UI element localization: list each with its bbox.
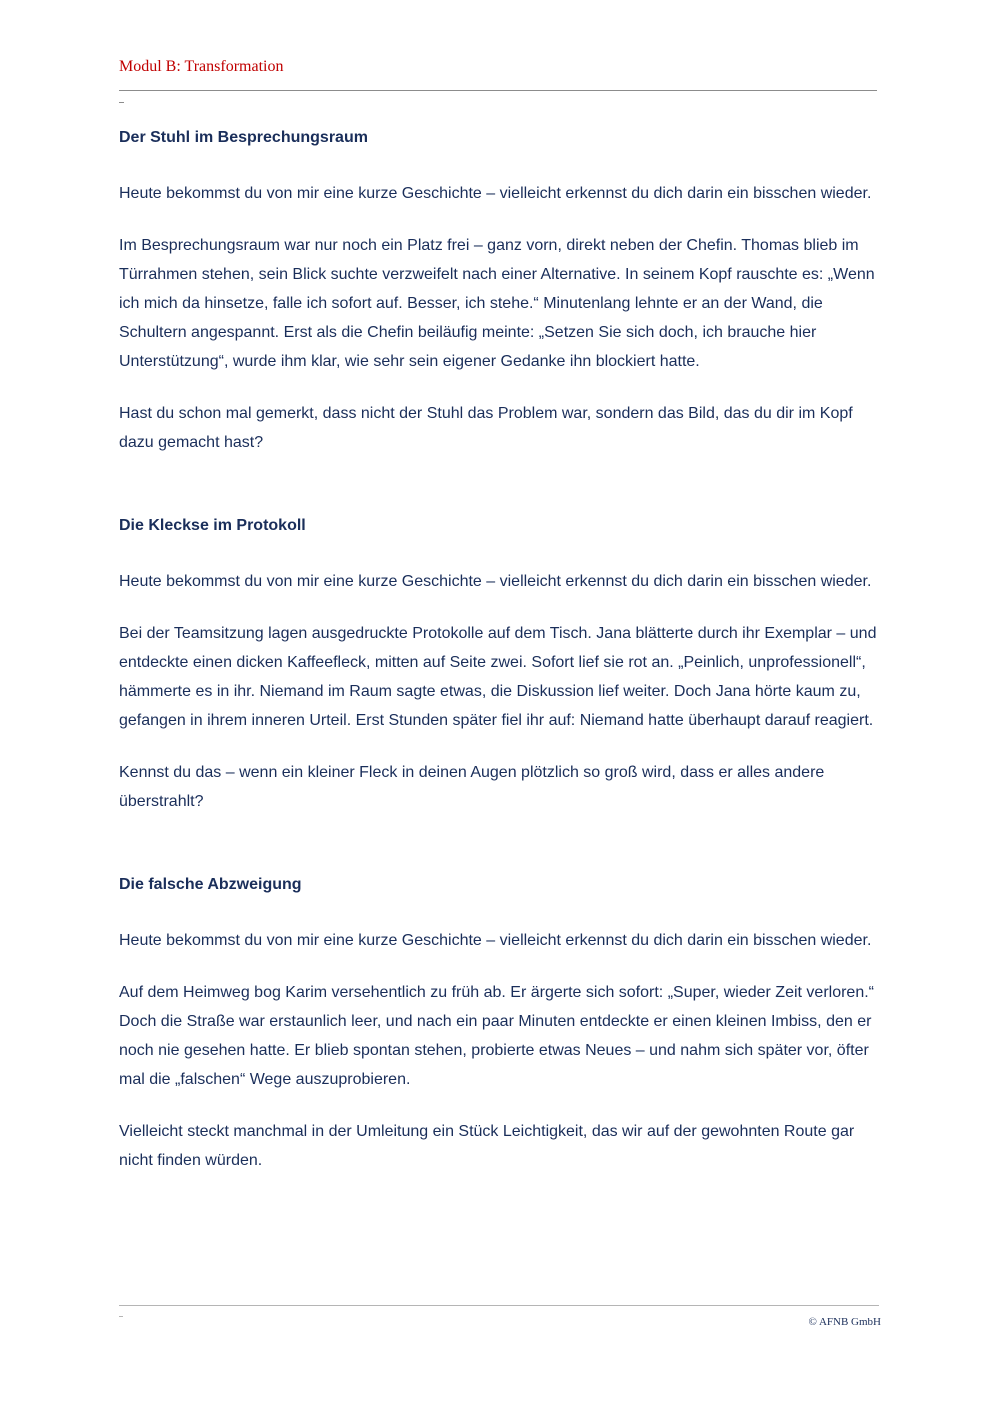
story-paragraph: Bei der Teamsitzung lagen ausgedruckte Protokolle auf dem Tisch. Jana blätterte durch ihr Exemplar – und entdeckte einen dicken Kaffeefleck, mitten auf Seite zwei. Sofort lief sie rot an. „Peinlich, unprofessionell“, hämmerte es in ihr. Niemand im Raum sagte etwas, die Diskussion lief weiter. Doch Jana hörte kaum zu, gefangen in ihrem inneren Urteil. Erst Stunden später fiel ihr auf: Niemand hatte überhaupt darauf reagiert.: [119, 625, 877, 729]
story-stuhl: [119, 127, 879, 457]
footer-copyright: © AFNB GmbH: [808, 1316, 881, 1328]
story-kleckse: [119, 515, 879, 816]
story-heading: Die Kleckse im Protokoll: [119, 517, 306, 534]
story-paragraph: Heute bekommst du von mir eine kurze Geschichte – vielleicht erkennst du dich darin ein bisschen wieder.: [119, 932, 872, 949]
footer-divider-tick: [119, 1316, 123, 1317]
story-paragraph: Hast du schon mal gemerkt, dass nicht der Stuhl das Problem war, sondern das Bild, das du dir im Kopf dazu gemacht hast?: [119, 405, 853, 451]
header-divider-tick: [119, 102, 124, 103]
page-header-title: Modul B: Transformation: [119, 58, 284, 75]
story-paragraph: Kennst du das – wenn ein kleiner Fleck in deinen Augen plötzlich so groß wird, dass er alles andere überstrahlt?: [119, 764, 825, 810]
story-paragraph: Heute bekommst du von mir eine kurze Geschichte – vielleicht erkennst du dich darin ein bisschen wieder.: [119, 573, 872, 590]
footer-divider: [119, 1305, 879, 1306]
story-paragraph: Auf dem Heimweg bog Karim versehentlich zu früh ab. Er ärgerte sich sofort: „Super, wieder Zeit verloren.“ Doch die Straße war erstaunlich leer, und nach ein paar Minuten entdeckte er einen kleinen Imbiss, den er noch nie gesehen hatte. Er blieb spontan stehen, probierte etwas Neues – und nahm sich später vor, öfter mal die „falschen“ Wege auszuprobieren.: [119, 984, 874, 1088]
story-abzweigung: [119, 874, 879, 1175]
header-divider: [119, 90, 877, 91]
document-body: [119, 127, 879, 1198]
story-heading: Die falsche Abzweigung: [119, 876, 302, 893]
story-paragraph: Im Besprechungsraum war nur noch ein Platz frei – ganz vorn, direkt neben der Chefin. Thomas blieb im Türrahmen stehen, sein Blick suchte verzweifelt nach einer Alternative. In seinem Kopf rauschte es: „Wenn ich mich da hinsetze, falle ich sofort auf. Besser, ich stehe.“ Minutenlang lehnte er an der Wand, die Schultern angespannt. Erst als die Chefin beiläufig meinte: „Setzen Sie sich doch, ich brauche hier Unterstützung“, wurde ihm klar, wie sehr sein eigener Gedanke ihn blockiert hatte.: [119, 237, 875, 370]
story-paragraph: Vielleicht steckt manchmal in der Umleitung ein Stück Leichtigkeit, das wir auf der gewohnten Route gar nicht finden würden.: [119, 1123, 855, 1169]
story-heading: Der Stuhl im Besprechungsraum: [119, 129, 368, 146]
story-paragraph: Heute bekommst du von mir eine kurze Geschichte – vielleicht erkennst du dich darin ein bisschen wieder.: [119, 185, 872, 202]
